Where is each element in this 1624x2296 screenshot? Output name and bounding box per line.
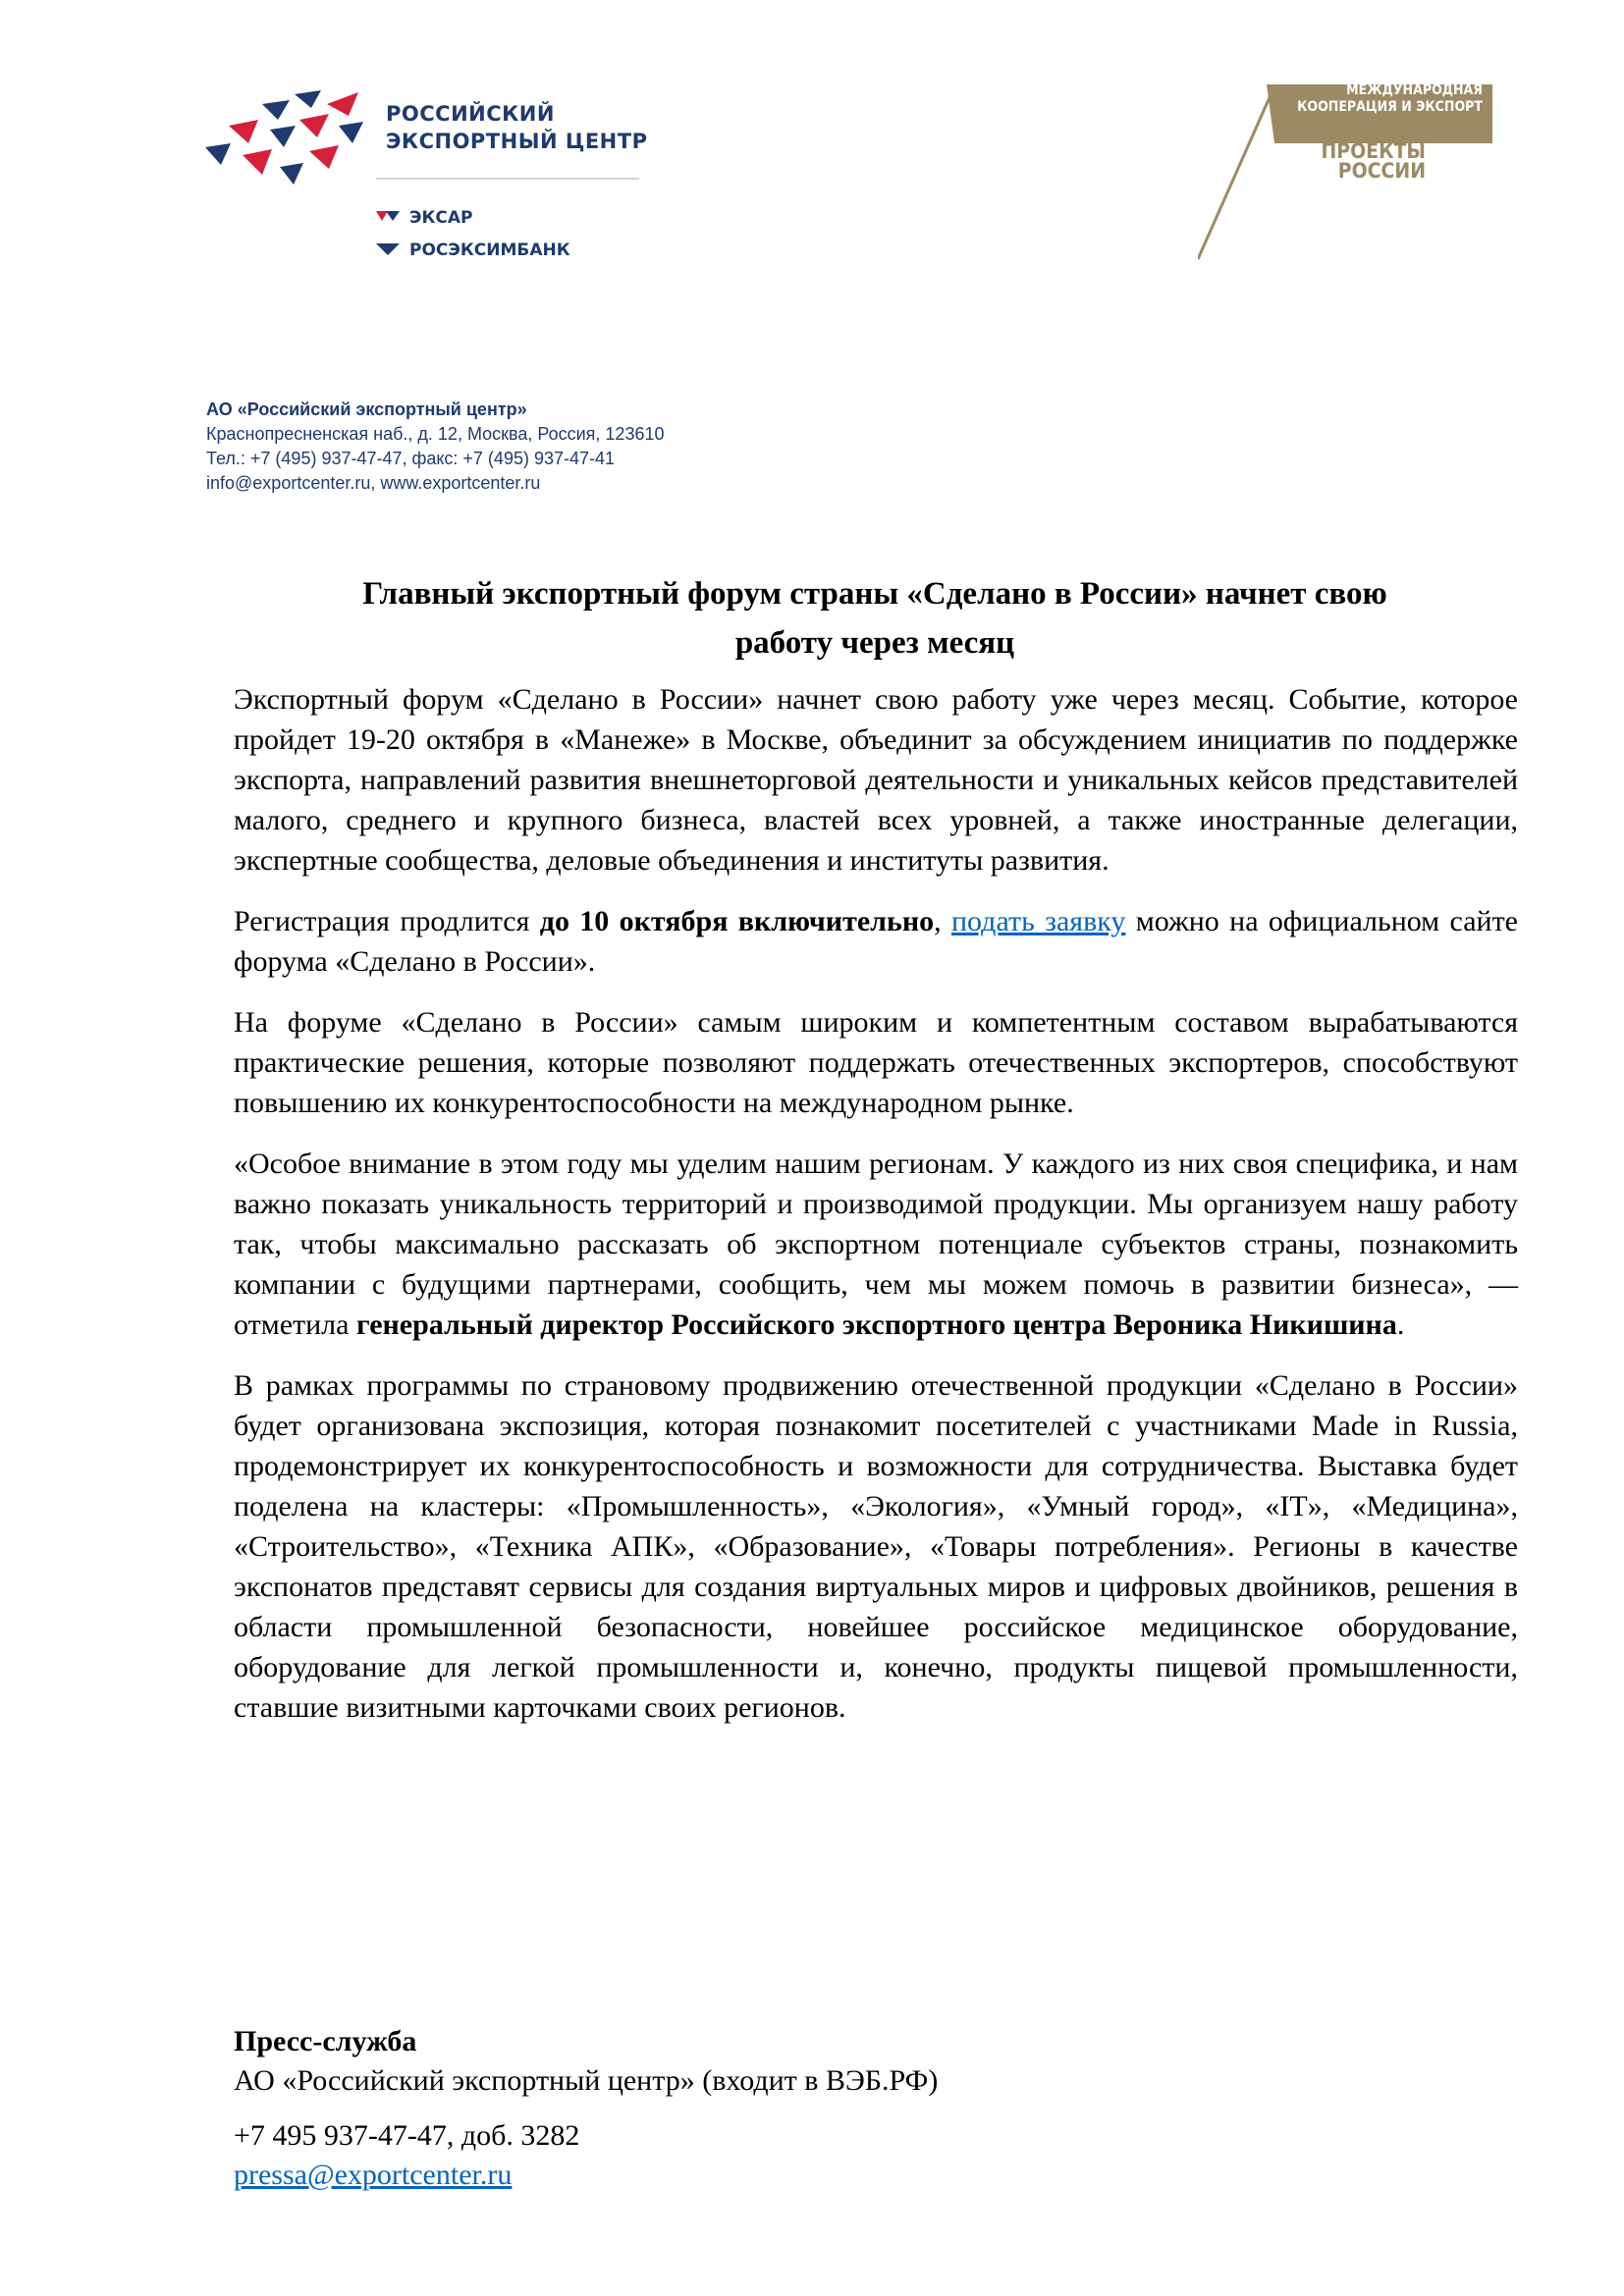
- address-org: АО «Российский экспортный центр»: [206, 400, 527, 419]
- paragraph-4: [234, 1144, 1518, 1345]
- apply-link[interactable]: подать заявку: [950, 905, 1126, 937]
- chevron-down-icon: [376, 211, 400, 225]
- press-email-link[interactable]: pressa@exportcenter.ru: [234, 2159, 513, 2191]
- press-org: АО «Российский экспортный центр» (входит в ВЭБ.РФ): [234, 2064, 939, 2097]
- press-service-label: Пресс-служба: [234, 2025, 417, 2057]
- title-line1: Главный экспортный форум страны «Сделано в России» начнет свою: [362, 576, 1387, 612]
- p2-text-b: ,: [934, 905, 951, 937]
- p2-text-a: Регистрация продлится: [234, 905, 540, 937]
- address-web: info@exportcenter.ru, www.exportcenter.ru: [206, 473, 541, 493]
- rec-name-line2: ЭКСПОРТНЫЙ ЦЕНТР: [386, 130, 648, 153]
- press-contacts: [234, 2022, 938, 2195]
- rec-divider: [376, 178, 639, 180]
- address-street: Краснопресненская наб., д. 12, Москва, Россия, 123610: [206, 424, 665, 444]
- p4-quote: «Особое внимание в этом году мы уделим нашим регионам. У каждого из них своя специфика, и нам важно показать уникальность территорий и производимой продукции. Мы организуем нашу работу так, чтобы максимально рассказать об экспортном потенциале субъектов страны, познакомить компании с будущими партнерами, сообщить, чем мы можем помочь в развитии бизнеса», — отметила: [234, 1148, 1518, 1341]
- chevron-down-icon: [376, 243, 400, 257]
- paragraph-5: В рамках программы по страновому продвижению отечественной продукции «Сделано в России» будет организована экспозиция, которая познакомит посетителей с участниками Made in Russia, продемонстрирует их конкурентоспособность и возможности для сотрудничества. Выставка будет поделена на кластеры: «Промышленность», «Экология», «Умный город», «IT», «Медицина», «Строительство», «Техника АПК», «Образование», «Товары потребления». Регионы в качестве экспонатов представят сервисы для создания виртуальных миров и цифровых двойников, решения в области промышленной безопасности, новейшее российское медицинское оборудование, оборудование для легкой промышленности и, конечно, продукты пищевой промышленности, ставшие визитными карточками своих регионов.: [234, 1369, 1518, 1724]
- spacer: [234, 2101, 938, 2116]
- registration-deadline: до 10 октября включительно: [539, 905, 935, 937]
- rec-emblem-icon: [201, 86, 368, 194]
- exiar-item: [376, 208, 472, 228]
- np-line1: МЕЖДУНАРОДНАЯ: [1346, 82, 1483, 98]
- address-block: [206, 398, 665, 496]
- title-line2: работу через месяц: [734, 625, 1015, 661]
- p4-end: .: [1396, 1308, 1405, 1341]
- rec-logo: [201, 86, 663, 273]
- p2-text-c: можно на официальном сайте форума «Сделано в России».: [234, 905, 1518, 978]
- address-phone: Тел.: +7 (495) 937-47-47, факс: +7 (495) 937-47-41: [206, 449, 616, 468]
- p4-speaker: генеральный директор Российского экспортного центра Вероника Никишина: [355, 1308, 1397, 1341]
- press-release-body: [234, 679, 1518, 1748]
- press-phone: +7 495 937-47-47, доб. 3282: [234, 2119, 580, 2152]
- eximbank-label: РОСЭКСИМБАНК: [409, 240, 570, 260]
- paragraph-2: [234, 901, 1518, 982]
- paragraph-1: Экспортный форум «Сделано в России» начнет свою работу уже через месяц. Событие, которое пройдет 19-20 октября в «Манеже» в Москве, объединит за обсуждением инициатив по поддержке экспорта, направлений развития внешнеторговой деятельности и уникальных кейсов представителей малого, среднего и крупного бизнеса, властей всех уровней, а также иностранные делегации, экспертные сообщества, деловые объединения и институты развития.: [234, 683, 1518, 877]
- national-projects-text: [1276, 82, 1483, 181]
- rec-name-line1: РОССИЙСКИЙ: [386, 102, 555, 126]
- rec-name: [386, 100, 647, 155]
- paragraph-3: На форуме «Сделано в России» самым широким и компетентным составом вырабатываются практические решения, которые позволяют поддержать отечественных экспортеров, способствуют повышению их конкурентоспособности на международном рынке.: [234, 1006, 1518, 1119]
- np-line4: ПРОЕКТЫ: [1321, 139, 1426, 163]
- press-release-title: [232, 569, 1518, 667]
- national-projects-logo: [1198, 82, 1492, 279]
- np-line5: РОССИИ: [1337, 159, 1426, 183]
- eximbank-item: [376, 240, 570, 260]
- exiar-label: ЭКСАР: [409, 208, 473, 228]
- np-line3: НАЦИОНАЛЬНЫЕ: [1276, 120, 1462, 143]
- np-line2: КООПЕРАЦИЯ И ЭКСПОРТ: [1297, 99, 1483, 115]
